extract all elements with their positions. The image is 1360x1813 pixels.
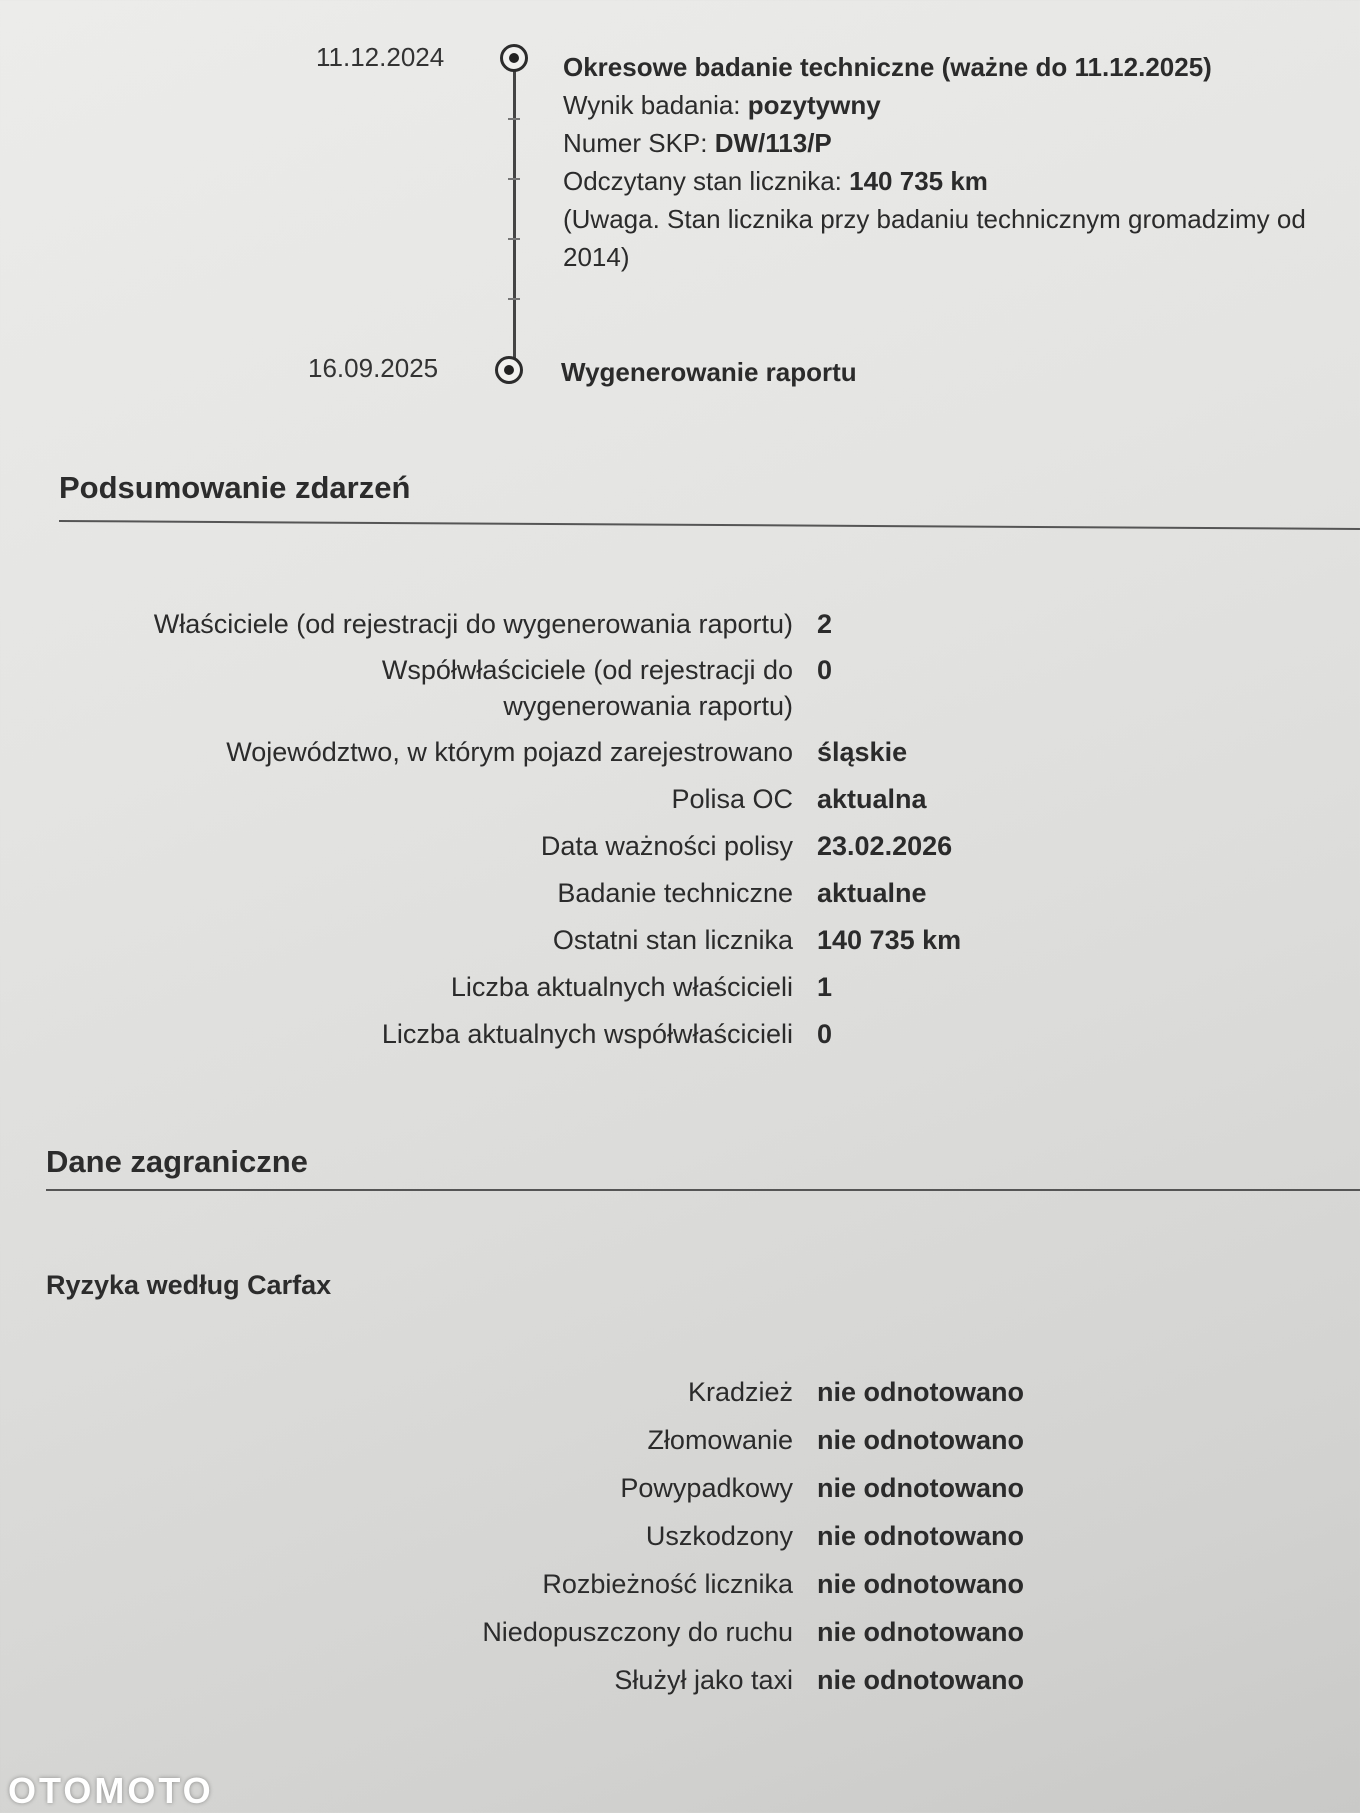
section-divider [59, 520, 1360, 530]
risk-label: Powypadkowy [620, 1473, 793, 1503]
summary-value: 2 [817, 609, 833, 639]
summary-label: Polisa OC [671, 784, 793, 814]
summary-value: aktualna [817, 784, 927, 814]
carfax-risks-title: Ryzyka według Carfax [46, 1270, 332, 1300]
summary-value: śląskie [817, 737, 908, 767]
timeline-tick [508, 178, 520, 180]
timeline-dot-icon [495, 356, 523, 384]
event-detail: Numer SKP: DW/113/P [563, 128, 832, 158]
summary-value: 1 [817, 972, 833, 1002]
timeline-tick [508, 118, 520, 120]
summary-value: 0 [817, 655, 833, 685]
event-title: Okresowe badanie techniczne (ważne do 11.12.2025) [563, 52, 1212, 82]
risk-label: Niedopuszczony do ruchu [482, 1617, 793, 1647]
timeline-tick [508, 238, 520, 240]
timeline-date: 16.09.2025 [308, 353, 439, 383]
risk-label: Rozbieżność licznika [542, 1569, 793, 1599]
summary-label: Data ważności polisy [540, 831, 793, 861]
summary-label: Współwłaściciele (od rejestracji do wygenerowania raportu) [381, 655, 793, 721]
event-note: (Uwaga. Stan licznika przy badaniu technicznym gromadzimy od [563, 204, 1306, 234]
event-detail: Wynik badania: pozytywny [563, 90, 881, 120]
summary-value: 0 [817, 1019, 833, 1049]
risk-value: nie odnotowano [817, 1665, 1024, 1695]
section-divider [46, 1189, 1360, 1191]
timeline-date: 11.12.2024 [316, 42, 445, 72]
summary-label: Liczba aktualnych właścicieli [450, 972, 793, 1002]
summary-label: Liczba aktualnych współwłaścicieli [381, 1019, 793, 1049]
summary-value: 23.02.2026 [817, 831, 953, 861]
risk-value: nie odnotowano [817, 1473, 1024, 1503]
section-title: Podsumowanie zdarzeń [59, 470, 411, 505]
risk-value: nie odnotowano [817, 1377, 1024, 1407]
risk-label: Kradzież [687, 1377, 793, 1407]
section-title: Dane zagraniczne [46, 1144, 308, 1179]
risk-label: Złomowanie [647, 1425, 793, 1455]
timeline-dot-icon [500, 44, 528, 72]
risk-value: nie odnotowano [817, 1617, 1024, 1647]
timeline-event-report [561, 353, 1360, 391]
summary-label: Badanie techniczne [557, 878, 793, 908]
timeline-event-inspection [563, 48, 1360, 276]
risk-value: nie odnotowano [817, 1425, 1024, 1455]
summary-label: Ostatni stan licznika [552, 925, 793, 955]
event-title: Wygenerowanie raportu [561, 357, 857, 387]
risk-label: Służył jako taxi [614, 1665, 793, 1695]
summary-value: 140 735 km [817, 925, 962, 955]
risk-label: Uszkodzony [645, 1521, 793, 1551]
summary-label: Województwo, w którym pojazd zarejestrowano [226, 737, 793, 767]
risk-value: nie odnotowano [817, 1569, 1024, 1599]
risk-value: nie odnotowano [817, 1521, 1024, 1551]
event-note: 2014) [563, 242, 630, 272]
timeline-tick [508, 298, 520, 300]
timeline-line [513, 58, 516, 370]
otomoto-watermark: OTOMOTO [8, 1770, 214, 1811]
event-detail: Odczytany stan licznika: 140 735 km [563, 166, 988, 196]
summary-value: aktualne [817, 878, 927, 908]
summary-label: Właściciele (od rejestracji do wygenerowania raportu) [153, 609, 793, 639]
